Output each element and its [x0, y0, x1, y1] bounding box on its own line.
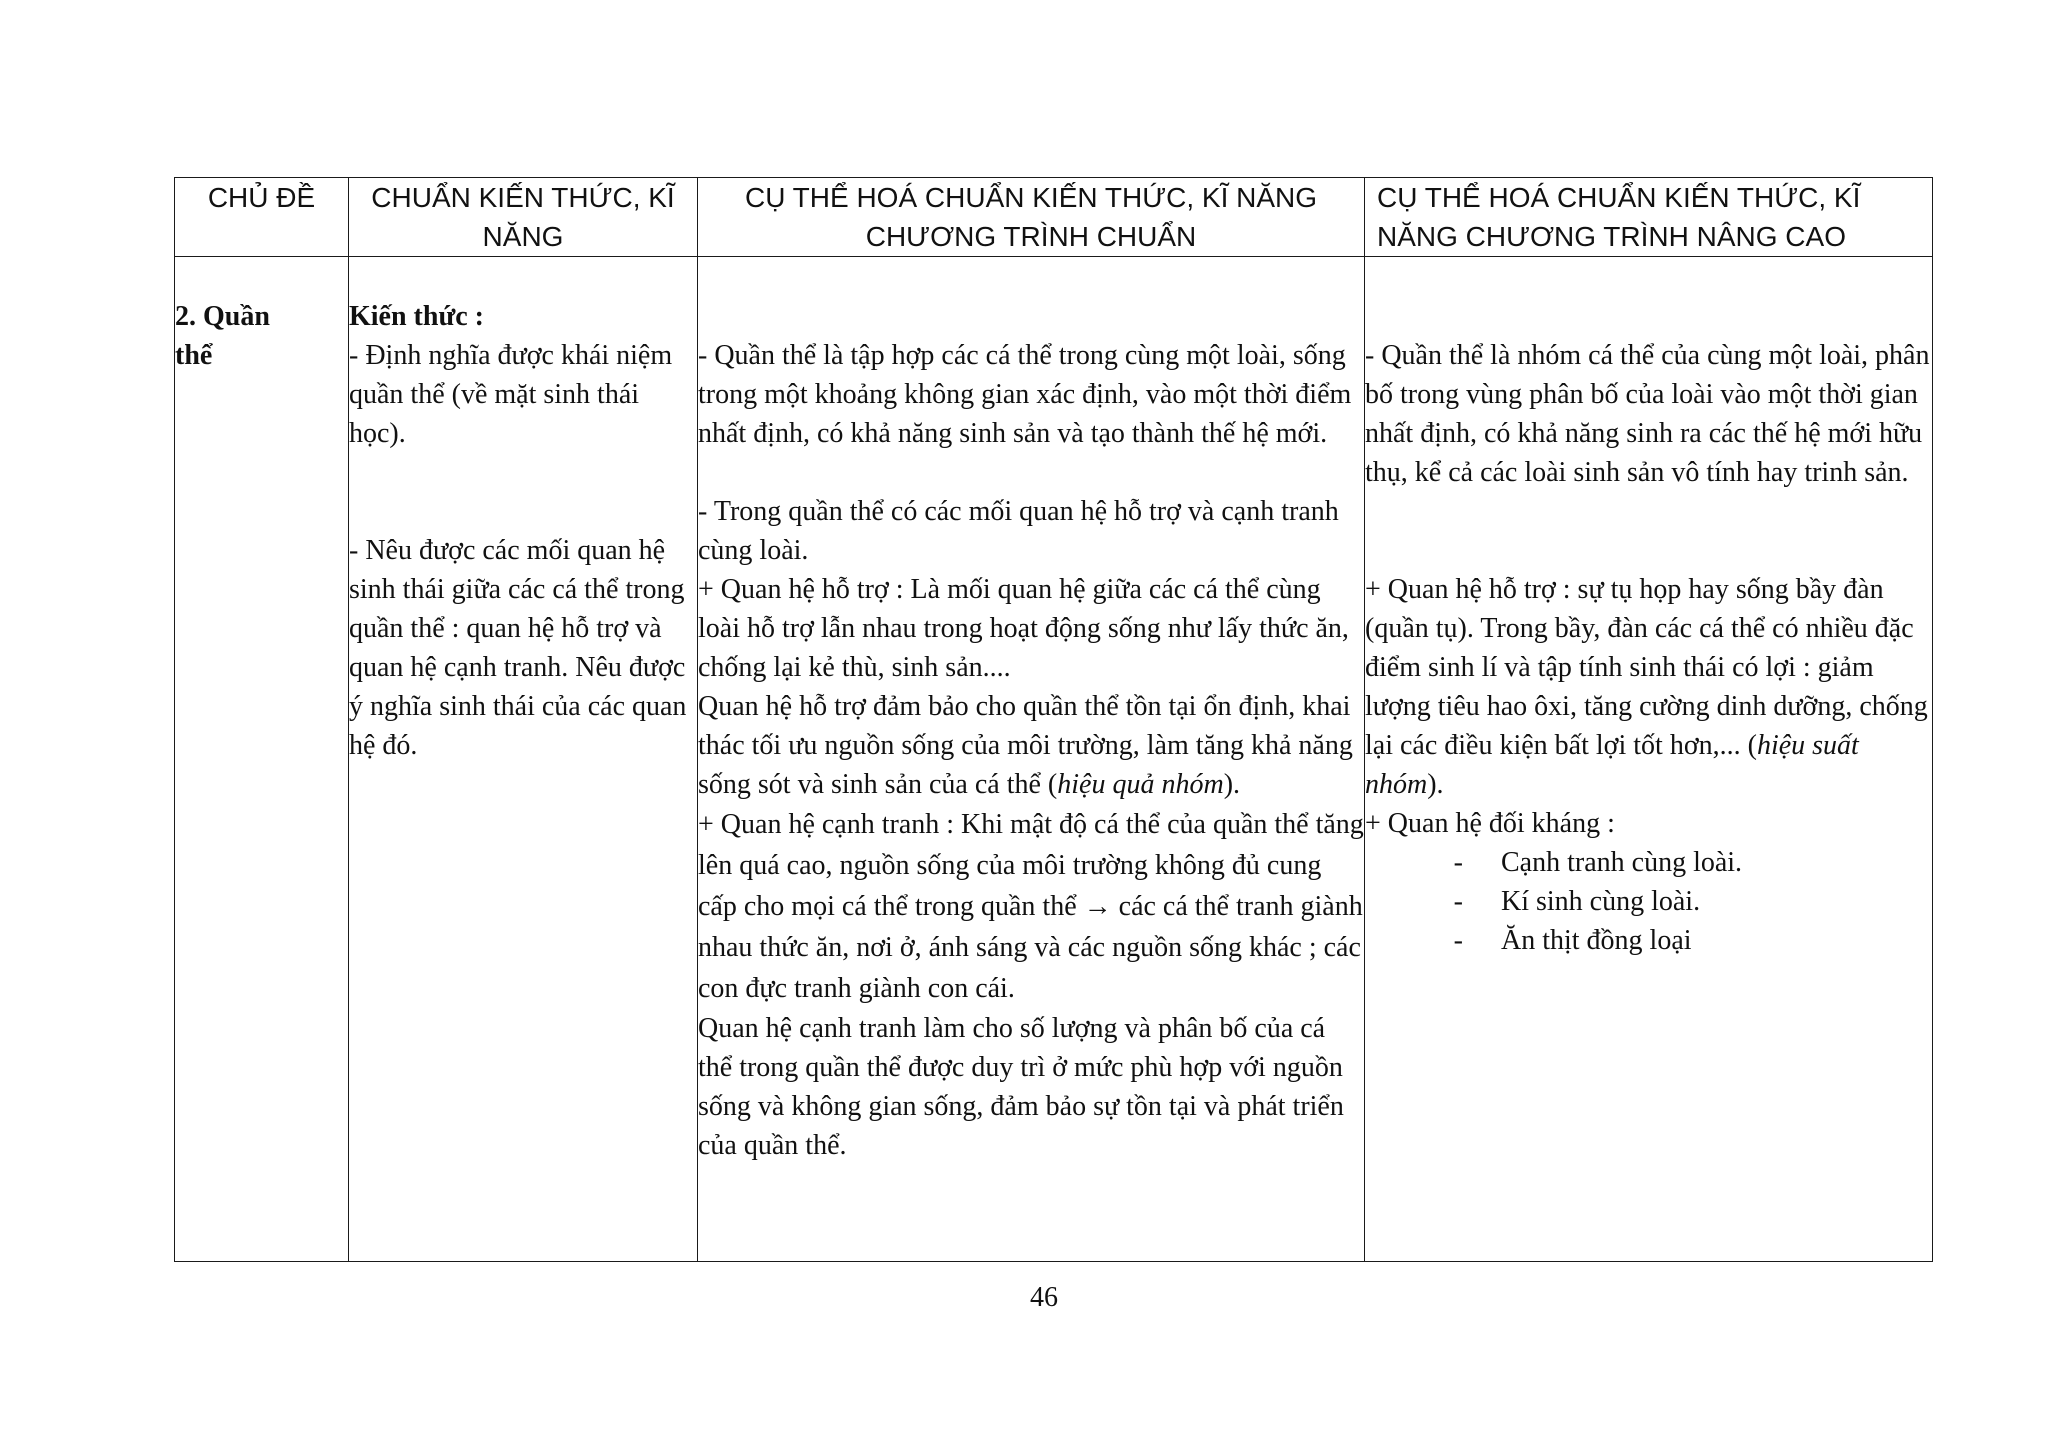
basic-definition: - Quần thể là tập hợp các cá thể trong cùng một loài, sống trong một khoảng không gian xác định, vào một thời điểm nhất định, có khả năng sinh sản và tạo thành thế hệ mới. [698, 340, 1352, 449]
header-basic-program: CỤ THỂ HOÁ CHUẨN KIẾN THỨC, KĨ NĂNG CHƯƠNG TRÌNH CHUẨN [698, 178, 1365, 257]
advanced-support-relation: + Quan hệ hỗ trợ : sự tụ họp hay sống bầy đàn (quần tụ). Trong bầy, đàn các cá thể có nhiều đặc điểm sinh lí và tập tính sinh thái có lợi : giảm lượng tiêu hao ôxi, tăng cường dinh dưỡng, chống lại các điều kiện bất lợi tốt hơn,... (hiệu suất nhóm). [1365, 574, 1928, 800]
table-row [175, 257, 1933, 1262]
advanced-antagonistic-relation: + Quan hệ đối kháng : [1365, 808, 1615, 839]
basic-competition-relation: + Quan hệ cạnh tranh : Khi mật độ cá thể của quần thể tăng lên quá cao, nguồn sống của môi trường không đủ cung cấp cho mọi cá thể trong quần thể → các cá thể tranh giành nhau thức ăn, nơi ở, ánh sáng và các nguồn sống khác ; các con đực tranh giành con cái. [698, 809, 1364, 1004]
header-standard: CHUẨN KIẾN THỨC, KĨ NĂNG [349, 178, 698, 257]
standard-heading: Kiến thức : [349, 301, 485, 332]
list-item: - Kí sinh cùng loài. [1453, 886, 1701, 917]
topic-title: 2. Quần thể [175, 301, 270, 371]
advanced-definition: - Quần thể là nhóm cá thể của cùng một loài, phân bố trong vùng phân bố của loài vào một thời gian nhất định, có khả năng sinh ra các thế hệ mới hữu thụ, kể cả các loài sinh sản vô tính hay trinh sản. [1365, 340, 1930, 488]
standard-item-definition: - Định nghĩa được khái niệm quần thể (về mặt sinh thái học). [349, 340, 673, 449]
curriculum-table [174, 177, 1933, 1262]
basic-support-significance: Quan hệ hỗ trợ đảm bảo cho quần thể tồn tại ổn định, khai thác tối ưu nguồn sống của môi trường, làm tăng khả năng sống sót và sinh sản của cá thể (hiệu quả nhóm). [698, 691, 1353, 800]
header-topic: CHỦ ĐỀ [175, 178, 349, 257]
basic-relations-intro: - Trong quần thể có các mối quan hệ hỗ trợ và cạnh tranh cùng loài. [698, 496, 1339, 566]
page-number: 46 [1030, 1282, 1058, 1313]
standard-item-relations: - Nêu được các mối quan hệ sinh thái giữa các cá thể trong quần thể : quan hệ hỗ trợ và quan hệ cạnh tranh. Nêu được ý nghĩa sinh thái của các quan hệ đó. [349, 535, 687, 761]
topic-cell [175, 257, 349, 1262]
list-item: - Ăn thịt đồng loại [1453, 925, 1692, 956]
list-item: - Cạnh tranh cùng loài. [1453, 847, 1743, 878]
standard-cell [349, 257, 698, 1262]
antagonistic-list [1365, 843, 1932, 960]
header-row [175, 178, 1933, 257]
basic-support-relation: + Quan hệ hỗ trợ : Là mối quan hệ giữa các cá thể cùng loài hỗ trợ lẫn nhau trong hoạt động sống như lấy thức ăn, chống lại kẻ thù, sinh sản.... [698, 574, 1349, 683]
header-advanced-program: CỤ THỂ HOÁ CHUẨN KIẾN THỨC, KĨ NĂNG CHƯƠNG TRÌNH NÂNG CAO [1365, 178, 1933, 257]
basic-competition-significance: Quan hệ cạnh tranh làm cho số lượng và phân bố của cá thể trong quần thể được duy trì ở mức phù hợp với nguồn sống và không gian sống, đảm bảo sự tồn tại và phát triển của quần thể. [698, 1013, 1344, 1161]
basic-program-cell [698, 257, 1365, 1262]
advanced-program-cell [1365, 257, 1933, 1262]
